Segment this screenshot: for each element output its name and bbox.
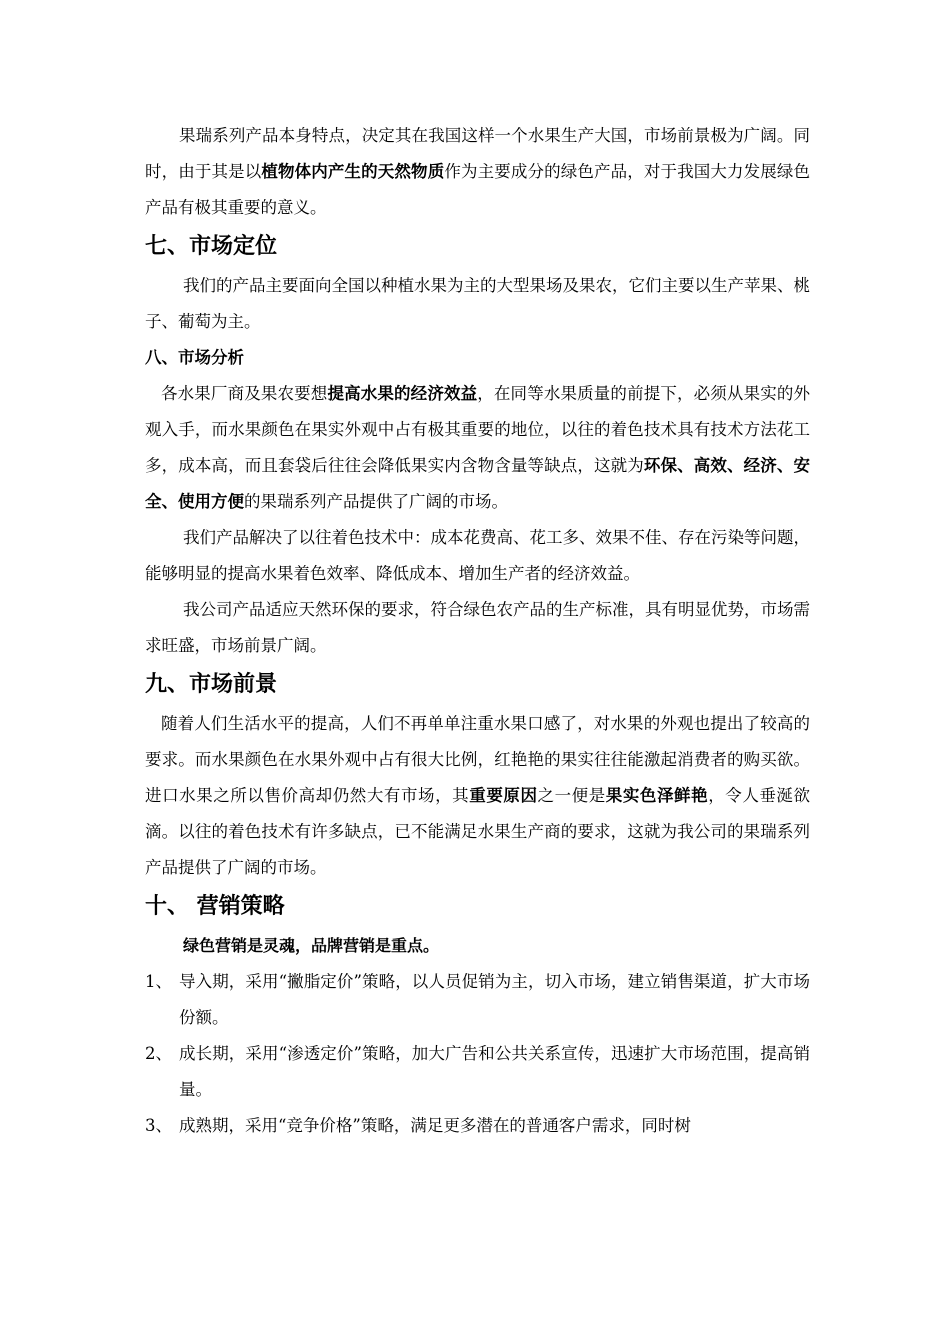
market-analysis-paragraph-2: 我们产品解决了以往着色技术中：成本花费高、花工多、效果不佳、存在污染等问题，能够明显的提高水果着色效率、降低成本、增加生产者的经济效益。 [145, 528, 810, 583]
bold-text: 提高水果的经济效益 [327, 384, 478, 403]
market-prospects-paragraph [145, 706, 810, 886]
marketing-slogan: 绿色营销是灵魂，品牌营销是重点。 [183, 936, 440, 955]
text-run: ，在同等水果质量的前提下，必须从果实的外观入手，而水果颜色在果实外观中占有极其重要的地位，以往的着色技术具有技术方法花工多，成本高，而且套袋后往往会降低果实内含物含量等缺点，这就为 [145, 384, 811, 475]
list-item [145, 1108, 810, 1144]
list-text: 成长期，采用“渗透定价”策略，加大广告和公共关系宣传，迅速扩大市场范围，提高销量。 [179, 1044, 810, 1099]
heading-market-positioning: 七、市场定位 [145, 234, 278, 259]
list-number: 3、 [145, 1116, 172, 1135]
market-analysis-paragraph-1 [145, 376, 810, 520]
market-analysis-paragraph-3: 我公司产品适应天然环保的要求，符合绿色农产品的生产标准，具有明显优势，市场需求旺盛，市场前景广阔。 [145, 600, 810, 655]
list-text: 成熟期，采用“竞争价格”策略，满足更多潜在的普通客户需求，同时树 [179, 1116, 691, 1135]
text-run: 作为主要成分的绿色产品，对于我国大力发展绿色产品有极其重要的意义。 [145, 162, 811, 217]
list-number: 2、 [145, 1044, 172, 1063]
bold-text: 环保、高效、经济、安全、使用方便 [145, 456, 811, 511]
text-run: 各水果厂商及果农要想 [161, 384, 328, 403]
document-content [145, 118, 810, 1144]
intro-paragraph [145, 118, 810, 226]
bold-text: 重要原因 [469, 786, 538, 805]
heading-market-analysis: 八、市场分析 [145, 348, 244, 367]
bold-text: 果实色泽鲜艳 [605, 786, 709, 805]
text-run: 的果瑞系列产品提供了广阔的市场。 [244, 492, 508, 511]
heading-market-prospects: 九、市场前景 [145, 672, 278, 697]
list-text: 导入期，采用“撇脂定价”策略，以人员促销为主，切入市场，建立销售渠道，扩大市场份额。 [179, 972, 810, 1027]
list-item [145, 964, 810, 1036]
text-run: ，令人垂涎欲滴。以往的着色技术有许多缺点，已不能满足水果生产商的要求，这就为我公司的果瑞系列产品提供了广阔的市场。 [145, 786, 811, 877]
text-run: 之一便是 [537, 786, 606, 805]
list-number: 1、 [145, 972, 172, 991]
text-run: 果瑞系列产品本身特点，决定其在我国这样一个水果生产大国，市场前景极为广阔。同时，由于其是以 [145, 126, 810, 181]
list-item [145, 1036, 810, 1108]
bold-text: 植物体内产生的天然物质 [261, 162, 445, 181]
market-positioning-paragraph: 我们的产品主要面向全国以种植水果为主的大型果场及果农，它们主要以生产苹果、桃子、葡萄为主。 [145, 276, 810, 331]
heading-marketing-strategy: 十、 营销策略 [145, 894, 285, 919]
text-run: 随着人们生活水平的提高，人们不再单单注重水果口感了，对水果的外观也提出了较高的要求。而水果颜色在水果外观中占有很大比例，红艳艳的果实往往能激起消费者的购买欲。进口水果之所以售价高却仍然大有市场，其 [145, 714, 810, 805]
